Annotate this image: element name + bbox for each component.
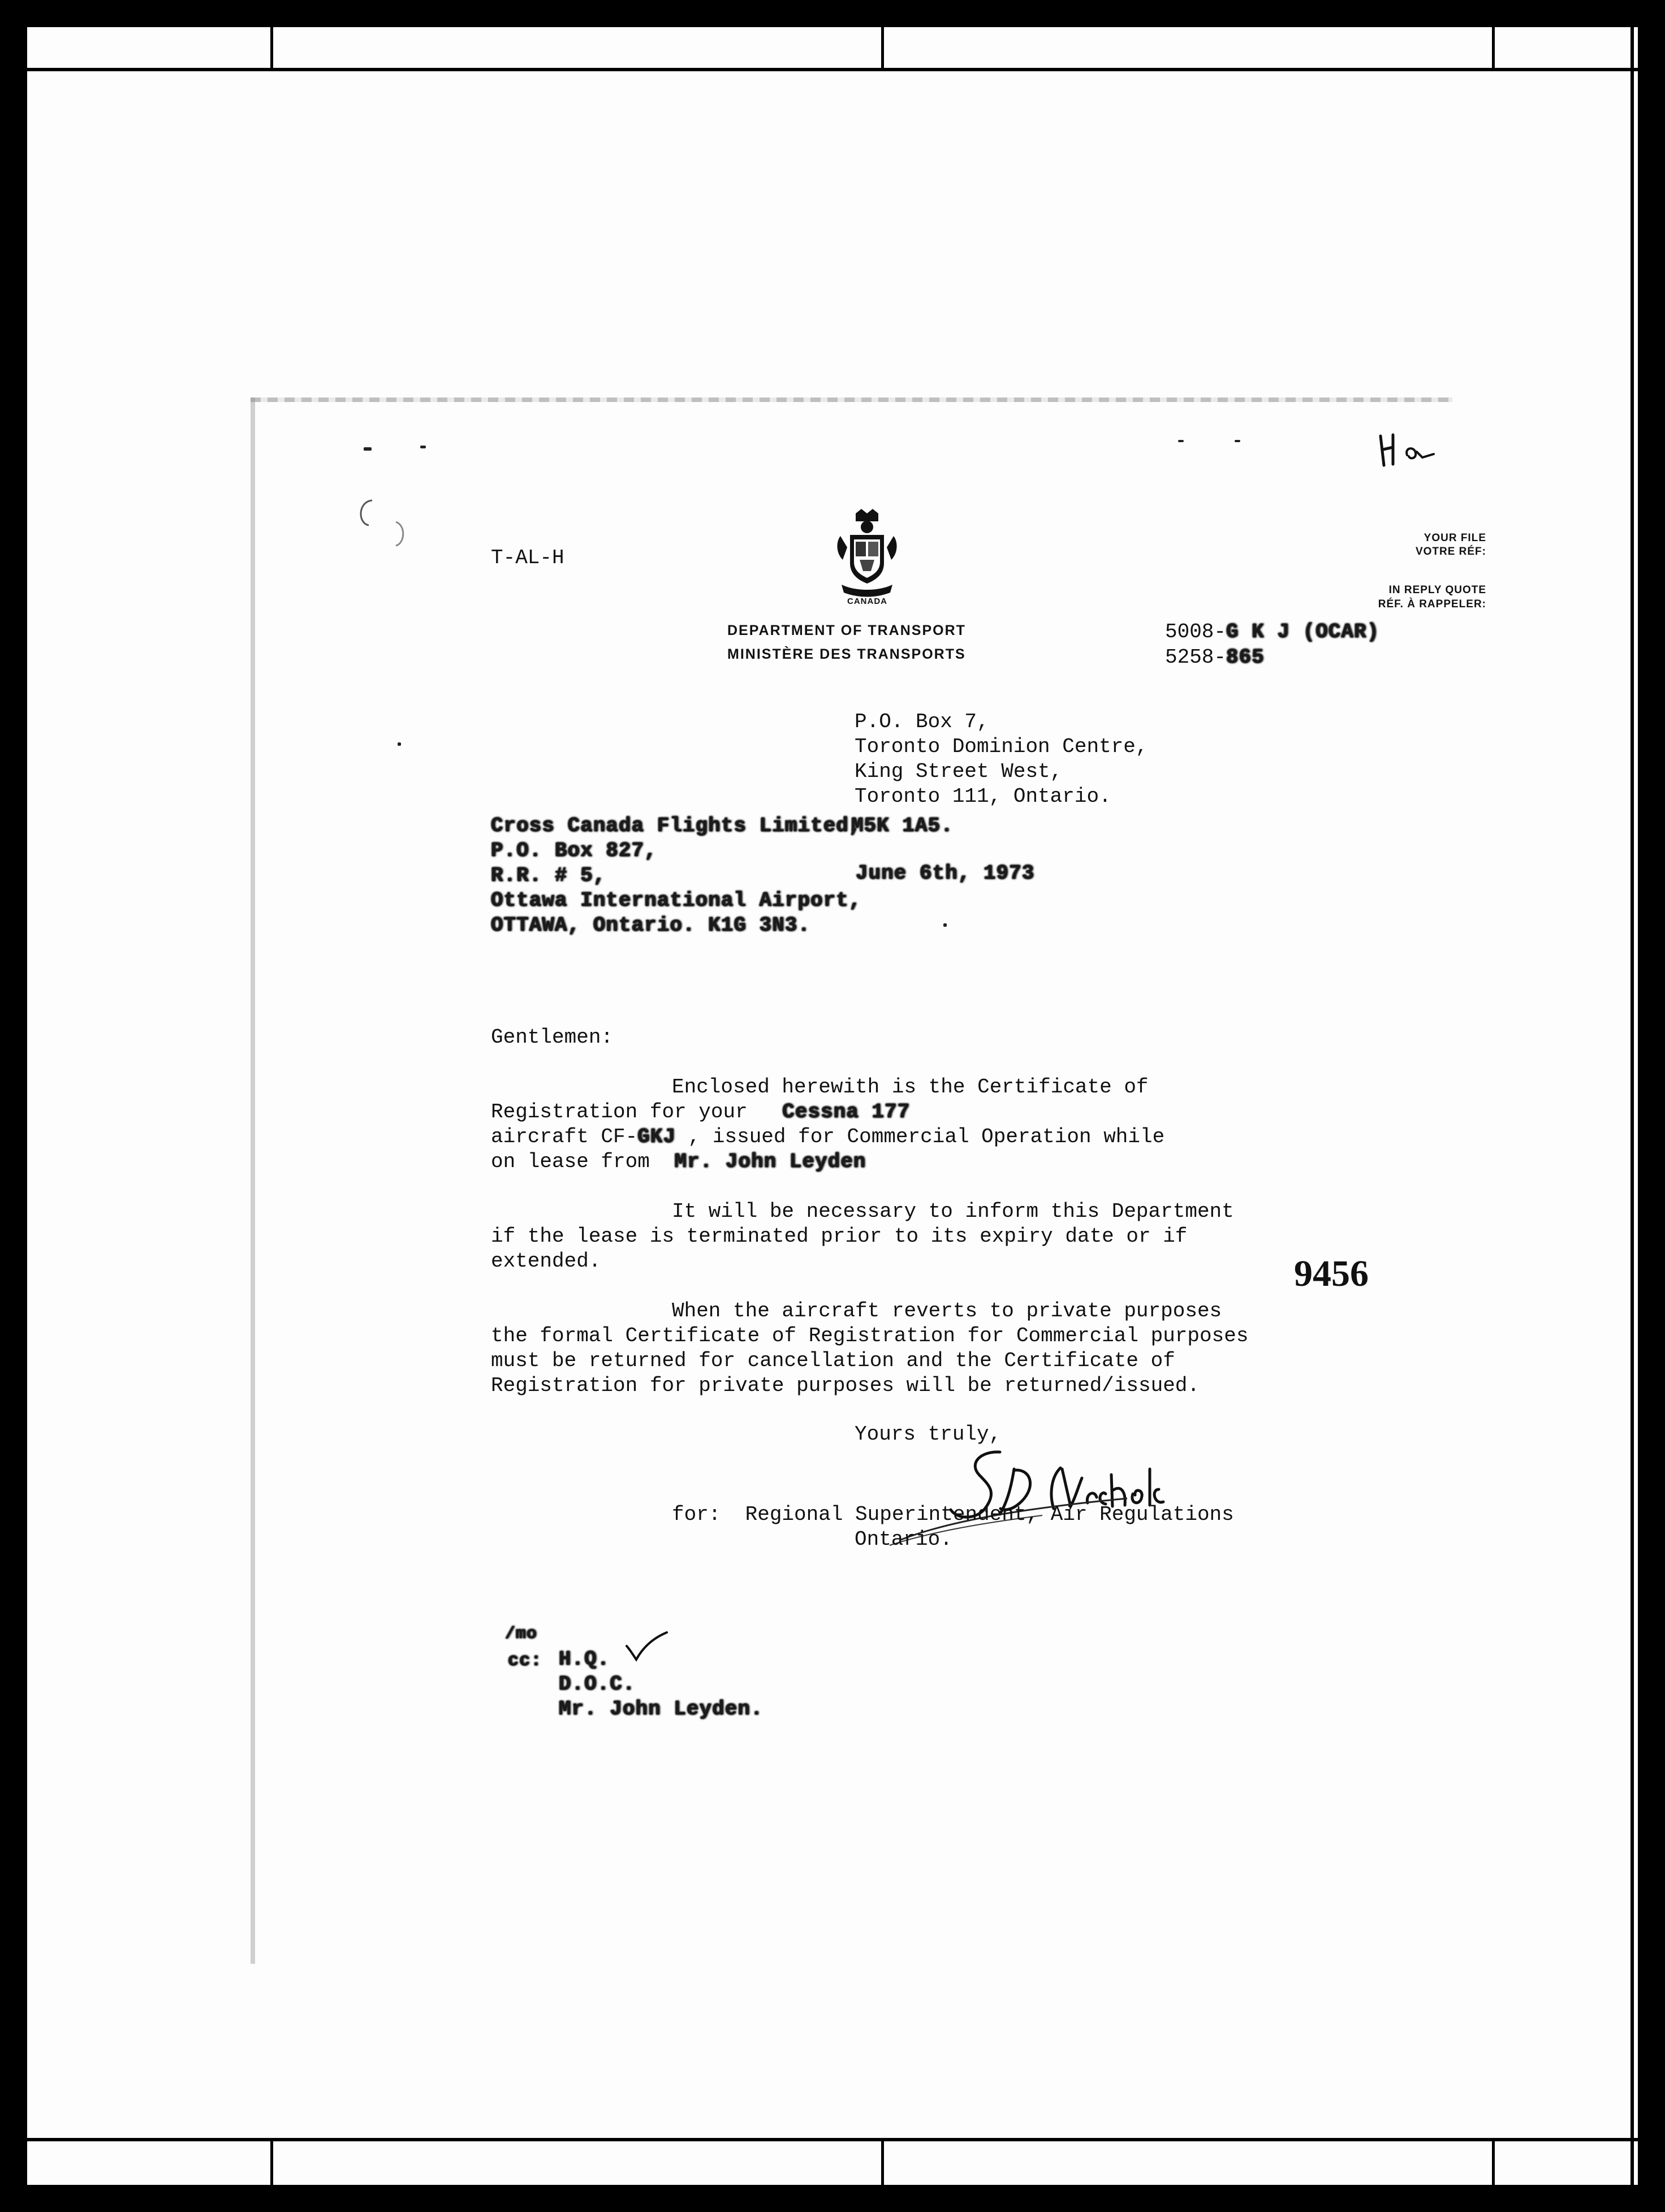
sender-postal-code: M5K 1A5. <box>851 814 954 837</box>
paragraph-2-line-1: It will be necessary to inform this Department <box>672 1200 1234 1223</box>
signatory-region: Ontario. <box>855 1528 952 1551</box>
aircraft-type: Cessna 177 <box>782 1100 911 1124</box>
cc-recipient-3: Mr. John Leyden. <box>559 1697 764 1721</box>
sender-address-line-4: Toronto 111, Ontario. <box>855 785 1111 808</box>
speck <box>420 446 426 448</box>
speck <box>1178 440 1184 442</box>
your-file-label-fr: VOTRE RÉF: <box>1415 546 1486 558</box>
recipient-line-2: P.O. Box 827, <box>491 839 657 862</box>
paragraph-1-line-2 <box>491 1100 910 1125</box>
speck <box>1235 440 1240 442</box>
ref-2-prefix: 5258- <box>1165 646 1227 669</box>
cc-recipient-1: H.Q. <box>559 1648 610 1671</box>
cc-label: cc: <box>508 1650 542 1671</box>
cc-recipient-2: D.O.C. <box>559 1673 636 1696</box>
file-stamp-number: 9456 <box>1294 1253 1369 1294</box>
ref-1-suffix: G K J (OCAR) <box>1226 620 1380 643</box>
frame-right-rule <box>1631 27 1634 2185</box>
handwritten-initials-text <box>1382 443 1399 455</box>
your-file-label: YOUR FILE <box>1424 532 1486 544</box>
reference-number-2 <box>1165 645 1265 670</box>
letter-top-edge <box>251 398 1452 402</box>
recipient-line-5: OTTAWA, Ontario. K1G 3N3. <box>491 914 811 937</box>
file-code: T-AL-H <box>491 546 564 569</box>
frame-bottom-rule <box>27 2138 1638 2141</box>
paragraph-3-line-2: the formal Certificate of Registration for Commercial purposes <box>491 1324 1249 1347</box>
p1-l3a: aircraft CF- <box>491 1125 638 1148</box>
letter-left-edge <box>251 398 255 1964</box>
check-mark-icon <box>624 1630 669 1664</box>
recipient-line-3: R.R. # 5, <box>491 864 606 887</box>
recipient-line-4: Ottawa International Airport, <box>491 889 862 912</box>
typist-initials: /mo <box>505 1625 538 1644</box>
sender-address-line-3: King Street West, <box>855 760 1063 783</box>
frame-top-tick-1 <box>270 27 273 71</box>
speck <box>364 447 372 451</box>
department-french: MINISTÈRE DES TRANSPORTS <box>727 646 966 662</box>
p1-l3b: , issued for Commercial Operation while <box>688 1125 1165 1148</box>
scanned-page <box>27 27 1638 2185</box>
speck <box>398 742 401 746</box>
reply-quote-label: IN REPLY QUOTE <box>1388 584 1486 596</box>
frame-top-tick-3 <box>1492 27 1495 71</box>
frame-top-rule <box>27 68 1638 71</box>
reply-quote-label-fr: RÉF. À RAPPELER: <box>1378 598 1486 610</box>
ref-2-suffix: 865 <box>1226 646 1265 669</box>
sender-address-line-1: P.O. Box 7, <box>855 710 989 733</box>
department-english: DEPARTMENT OF TRANSPORT <box>727 623 966 638</box>
frame-top-tick-2 <box>881 27 884 71</box>
recipient-line-1: Cross Canada Flights Limited, <box>491 814 862 837</box>
letter <box>251 398 1486 1964</box>
ref-1-prefix: 5008- <box>1165 620 1227 643</box>
speck <box>943 923 947 927</box>
paragraph-2-line-3: extended. <box>491 1250 601 1273</box>
paragraph-1-line-1: Enclosed herewith is the Certificate of <box>672 1075 1149 1099</box>
paragraph-1-line-3 <box>491 1125 1164 1150</box>
reference-number-1 <box>1165 620 1379 645</box>
sender-address-line-2: Toronto Dominion Centre, <box>855 735 1148 758</box>
paragraph-3-line-4: Registration for private purposes will be returned/issued. <box>491 1374 1200 1397</box>
paragraph-3-line-3: must be returned for cancellation and the Certificate of <box>491 1349 1175 1372</box>
coat-of-arms-icon <box>830 508 904 598</box>
lessor-name: Mr. John Leyden <box>674 1150 866 1173</box>
frame-bottom-tick-3 <box>1492 2138 1495 2185</box>
signature-text <box>986 1489 1055 1501</box>
letter-date: June 6th, 1973 <box>856 862 1035 885</box>
signatory-for-line: for: Regional Superintendent, Air Regulations <box>672 1503 1234 1526</box>
paragraph-1-line-4 <box>491 1150 866 1174</box>
paragraph-2-line-2: if the lease is terminated prior to its expiry date or if <box>491 1225 1188 1248</box>
salutation: Gentlemen: <box>491 1026 614 1049</box>
p1-l2-text: Registration for your <box>491 1100 748 1124</box>
frame-bottom-tick-2 <box>881 2138 884 2185</box>
frame-bottom-tick-1 <box>270 2138 273 2185</box>
closing-yours-truly: Yours truly, <box>855 1423 1002 1446</box>
paragraph-3-line-1: When the aircraft reverts to private purposes <box>672 1299 1222 1323</box>
aircraft-registration: GKJ <box>637 1125 676 1148</box>
hole-punch-smudge <box>350 494 417 556</box>
country-label: CANADA <box>847 597 887 606</box>
p1-l4: on lease from <box>491 1150 650 1173</box>
